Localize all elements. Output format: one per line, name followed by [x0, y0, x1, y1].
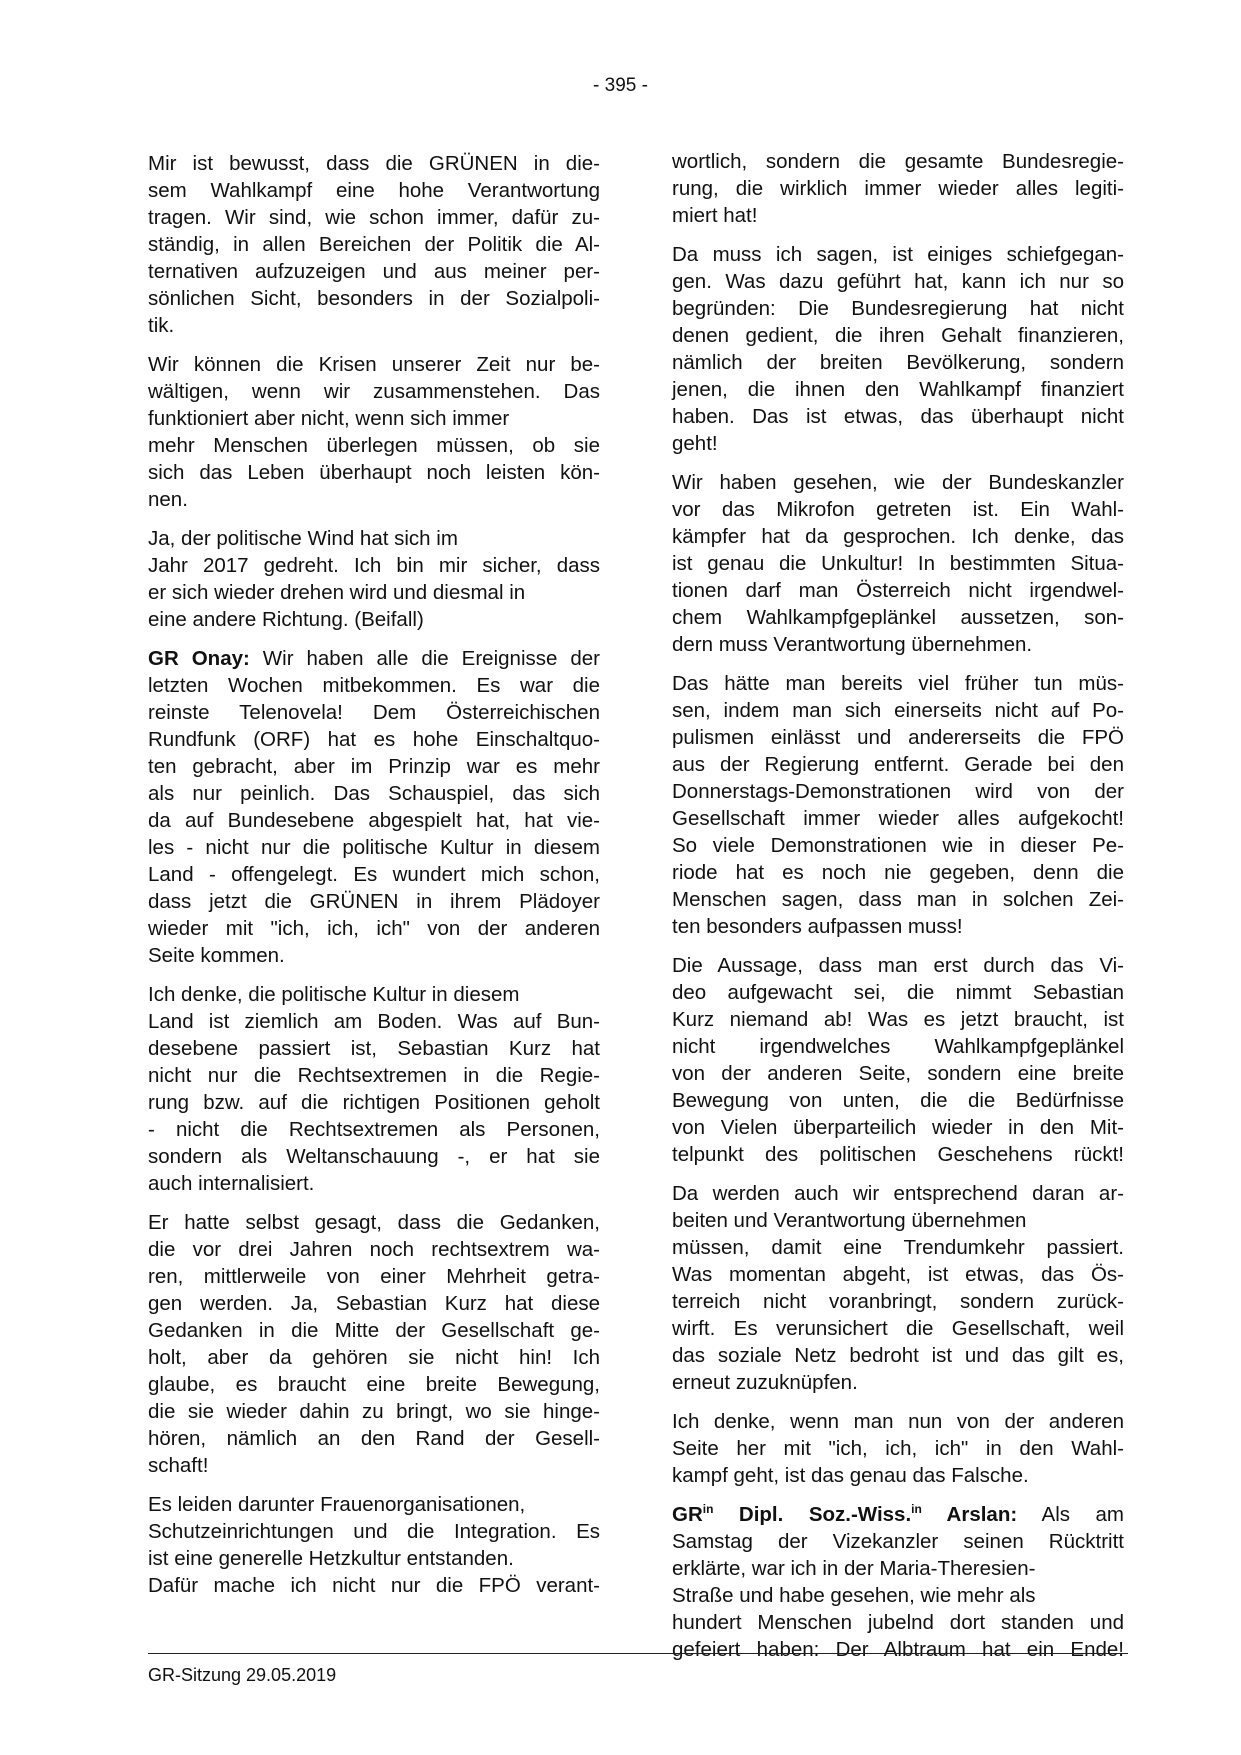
text-line: holt, aber da gehören sie nicht hin! Ich — [148, 1346, 600, 1369]
text-line: Ja, der politische Wind hat sich im — [148, 527, 458, 550]
text-line: erneut zuzuknüpfen. — [672, 1371, 858, 1394]
text-line: telpunkt des politischen Geschehens rückt! — [672, 1143, 1124, 1166]
text-line: jenen, die ihnen den Wahlkampf finanziert — [672, 378, 1124, 401]
text-line: glaube, es braucht eine breite Bewegung, — [148, 1373, 600, 1396]
text-line — [672, 1501, 1124, 1528]
paragraph — [672, 469, 1124, 658]
text-line: gen werden. Ja, Sebastian Kurz hat diese — [148, 1292, 600, 1315]
text-line: chem Wahlkampfgeplänkel aussetzen, son- — [672, 606, 1124, 629]
paragraph — [148, 351, 600, 513]
paragraph — [672, 952, 1124, 1168]
text-line: wirft. Es verunsichert die Gesellschaft, weil — [672, 1317, 1124, 1340]
text-line: wortlich, sondern die gesamte Bundesregie- — [672, 150, 1124, 173]
text-line: ist genau die Unkultur! In bestimmten Situa- — [672, 552, 1124, 575]
speaker-surname: Arslan: — [921, 1503, 1018, 1526]
text-line: Gedanken in die Mitte der Gesellschaft ge- — [148, 1319, 600, 1342]
page-number: - 395 - — [593, 75, 648, 96]
text-line: dern muss Verantwortung übernehmen. — [672, 633, 1033, 656]
paragraph-speaker-onay — [148, 645, 600, 969]
text-line: dass jetzt die GRÜNEN in ihrem Plädoyer — [148, 890, 600, 913]
text-line: haben. Das ist etwas, das überhaupt nicht — [672, 405, 1124, 428]
text-line: rung bzw. auf die richtigen Positionen geholt — [148, 1091, 600, 1114]
text-line: hundert Menschen jubelnd dort standen und — [672, 1611, 1124, 1634]
paragraph — [672, 241, 1124, 457]
left-column — [148, 150, 600, 1611]
text-line: Kurz niemand ab! Was es jetzt braucht, ist — [672, 1008, 1124, 1031]
text-fragment: Wir haben alle die Ereignisse der — [249, 647, 600, 670]
text-line: desebene passiert ist, Sebastian Kurz hat — [148, 1037, 600, 1060]
text-line: gefeiert haben: Der Albtraum hat ein Ende! — [672, 1638, 1124, 1661]
text-line: Ich denke, die politische Kultur in diesem — [148, 983, 520, 1006]
text-line: tragen. Wir sind, wie schon immer, dafür zu- — [148, 206, 600, 229]
text-line: Was momentan abgeht, ist etwas, das Ös- — [672, 1263, 1124, 1286]
text-line: miert hat! — [672, 204, 758, 227]
text-line: Jahr 2017 gedreht. Ich bin mir sicher, dass — [148, 554, 600, 577]
text-line: rung, die wirklich immer wieder alles legiti- — [672, 177, 1124, 200]
text-line: müssen, damit eine Trendumkehr passiert. — [672, 1236, 1124, 1259]
paragraph — [148, 1491, 600, 1599]
speaker-suffix: in — [911, 1502, 922, 1517]
text-line: da auf Bundesebene abgespielt hat, hat vie- — [148, 809, 600, 832]
text-line: Seite kommen. — [148, 944, 285, 967]
text-line: Wir können die Krisen unserer Zeit nur be- — [148, 353, 600, 376]
footer-session-date: GR-Sitzung 29.05.2019 — [148, 1665, 337, 1685]
text-line: Die Aussage, dass man erst durch das Vi- — [672, 954, 1124, 977]
paragraph — [672, 1180, 1124, 1396]
text-line: von Vielen überparteilich wieder in den Mit- — [672, 1116, 1124, 1139]
text-line: beiten und Verantwortung übernehmen — [672, 1209, 1027, 1232]
text-line: Menschen sagen, dass man in solchen Zei- — [672, 888, 1124, 911]
paragraph — [672, 148, 1124, 229]
text-line: Schutzeinrichtungen und die Integration. Es — [148, 1520, 600, 1543]
text-line: schaft! — [148, 1454, 209, 1477]
text-line: ist eine generelle Hetzkultur entstanden. — [148, 1547, 514, 1570]
text-line: Land ist ziemlich am Boden. Was auf Bun- — [148, 1010, 600, 1033]
paragraph — [148, 150, 600, 339]
speaker-title: GR — [672, 1503, 703, 1526]
text-line: Straße und habe gesehen, wie mehr als — [672, 1584, 1036, 1607]
paragraph — [148, 1209, 600, 1479]
text-line: Land - offengelegt. Es wundert mich schon, — [148, 863, 600, 886]
speaker-suffix: in — [702, 1502, 714, 1517]
text-line: Mir ist bewusst, dass die GRÜNEN in die- — [148, 152, 600, 175]
text-line: er sich wieder drehen wird und diesmal in — [148, 581, 526, 604]
text-line: gen. Was dazu geführt hat, kann ich nur so — [672, 270, 1124, 293]
text-line: Seite her mit "ich, ich, ich" in den Wahl- — [672, 1437, 1124, 1460]
text-line: wältigen, wenn wir zusammenstehen. Das — [148, 380, 600, 403]
text-line: funktioniert aber nicht, wenn sich immer — [148, 407, 510, 430]
text-line: nämlich der breiten Bevölkerung, sondern — [672, 351, 1124, 374]
text-line: als nur peinlich. Das Schauspiel, das sich — [148, 782, 600, 805]
text-line: auch internalisiert. — [148, 1172, 315, 1195]
text-fragment: Als am — [1017, 1503, 1124, 1526]
text-line — [148, 645, 600, 672]
text-line: ten gebracht, aber im Prinzip war es mehr — [148, 755, 600, 778]
text-line: begründen: Die Bundesregierung hat nicht — [672, 297, 1124, 320]
text-line: wieder mit "ich, ich, ich" von der anderen — [148, 917, 600, 940]
paragraph — [148, 525, 600, 633]
text-line: Wir haben gesehen, wie der Bundeskanzler — [672, 471, 1124, 494]
paragraph — [672, 670, 1124, 940]
text-line: deo aufgewacht sei, die nimmt Sebastian — [672, 981, 1124, 1004]
text-line: sondern als Weltanschauung -, er hat sie — [148, 1145, 600, 1168]
text-line: Samstag der Vizekanzler seinen Rücktritt — [672, 1530, 1124, 1553]
text-line: hören, nämlich an den Rand der Gesell- — [148, 1427, 600, 1450]
text-line: letzten Wochen mitbekommen. Es war die — [148, 674, 600, 697]
text-line: ständig, in allen Bereichen der Politik die Al- — [148, 233, 600, 256]
text-line: Da werden auch wir entsprechend daran ar- — [672, 1182, 1124, 1205]
text-line: terreich nicht voranbringt, sondern zurück- — [672, 1290, 1124, 1313]
text-line: ten besonders aufpassen muss! — [672, 915, 963, 938]
paragraph — [672, 1408, 1124, 1489]
text-line: sich das Leben überhaupt noch leisten kön- — [148, 461, 600, 484]
text-line: denen gedient, die ihren Gehalt finanzieren, — [672, 324, 1124, 347]
text-line: nicht nur die Rechtsextremen in die Regie- — [148, 1064, 600, 1087]
text-line: nicht irgendwelches Wahlkampfgeplänkel — [672, 1035, 1124, 1058]
text-line: tionen darf man Österreich nicht irgendwel- — [672, 579, 1124, 602]
paragraph — [148, 981, 600, 1197]
text-line: die vor drei Jahren noch rechtsextrem wa- — [148, 1238, 600, 1261]
text-line: pulismen einlässt und andererseits die FPÖ — [672, 726, 1124, 749]
text-line: aus der Regierung entfernt. Gerade bei den — [672, 753, 1124, 776]
text-line: erklärte, war ich in der Maria-Theresien- — [672, 1557, 1036, 1580]
text-line: sem Wahlkampf eine hohe Verantwortung — [148, 179, 600, 202]
text-line: Rundfunk (ORF) hat es hohe Einschaltquo- — [148, 728, 600, 751]
text-line: vor das Mikrofon getreten ist. Ein Wahl- — [672, 498, 1124, 521]
text-line: die sie wieder dahin zu bringt, wo sie hinge- — [148, 1400, 600, 1423]
text-line: mehr Menschen überlegen müssen, ob sie — [148, 434, 600, 457]
text-line: Da muss ich sagen, ist einiges schiefgegan- — [672, 243, 1124, 266]
text-line: Bewegung von unten, die die Bedürfnisse — [672, 1089, 1124, 1112]
text-line: von der anderen Seite, sondern eine breite — [672, 1062, 1124, 1085]
speaker-degree: Dipl. Soz.-Wiss. — [713, 1503, 912, 1526]
text-line: Ich denke, wenn man nun von der anderen — [672, 1410, 1124, 1433]
speaker-name: GR Onay: — [148, 647, 250, 670]
paragraph-speaker-arslan — [672, 1501, 1124, 1663]
text-line: Das hätte man bereits viel früher tun müs- — [672, 672, 1124, 695]
text-line: das soziale Netz bedroht ist und das gilt es, — [672, 1344, 1124, 1367]
text-line: Er hatte selbst gesagt, dass die Gedanken, — [148, 1211, 600, 1234]
footer-divider — [148, 1653, 1128, 1654]
text-line: kampf geht, ist das genau das Falsche. — [672, 1464, 1029, 1487]
text-line: Gesellschaft immer wieder alles aufgekocht! — [672, 807, 1124, 830]
text-line: So viele Demonstrationen wie in dieser Pe- — [672, 834, 1124, 857]
text-line: sönlichen Sicht, besonders in der Sozialpoli- — [148, 287, 600, 310]
text-line: ternativen aufzuzeigen und aus meiner per- — [148, 260, 600, 283]
text-line: sen, indem man sich einerseits nicht auf Po- — [672, 699, 1124, 722]
text-line: ren, mittlerweile von einer Mehrheit getra- — [148, 1265, 600, 1288]
text-line: reinste Telenovela! Dem Österreichischen — [148, 701, 600, 724]
text-line: riode hat es noch nie gegeben, denn die — [672, 861, 1124, 884]
text-line: eine andere Richtung. (Beifall) — [148, 608, 424, 631]
text-line: nen. — [148, 488, 188, 511]
text-line: les - nicht nur die politische Kultur in diesem — [148, 836, 600, 859]
text-line: kämpfer hat da gesprochen. Ich denke, das — [672, 525, 1124, 548]
text-line: Donnerstags-Demonstrationen wird von der — [672, 780, 1124, 803]
text-line: Es leiden darunter Frauenorganisationen, — [148, 1493, 526, 1516]
speaker-name — [672, 1503, 1017, 1526]
text-line: geht! — [672, 432, 718, 455]
text-line: tik. — [148, 314, 175, 337]
text-line: - nicht die Rechtsextremen als Personen, — [148, 1118, 600, 1141]
text-line: Dafür mache ich nicht nur die FPÖ verant- — [148, 1574, 600, 1597]
right-column — [672, 148, 1124, 1675]
